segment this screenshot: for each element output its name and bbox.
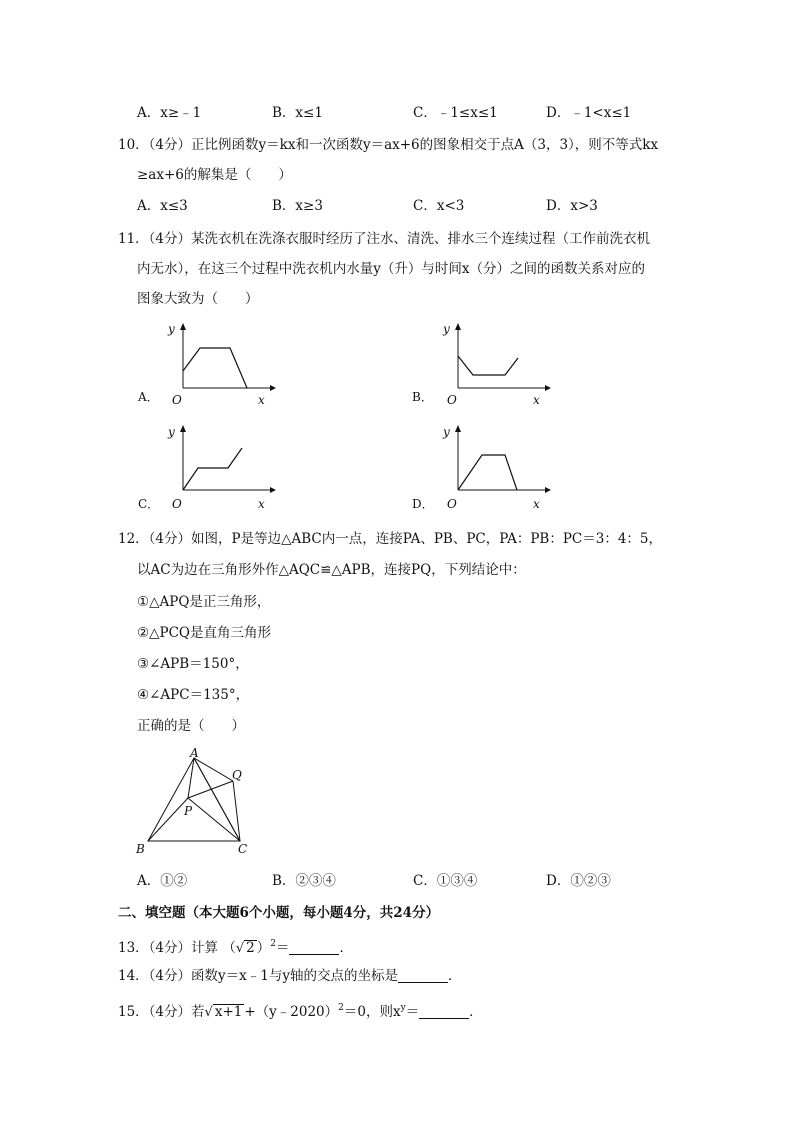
svg-text:O: O — [172, 497, 182, 511]
q11-graph-a-ylabel: y — [168, 322, 175, 336]
q13: 13．（4分）计算 （√ 2 ）$^2$＝ ． — [118, 939, 353, 956]
svg-text:y: y — [443, 322, 450, 336]
q12-label-b: B — [136, 842, 145, 856]
q10-line1: 10．（4分）正比例函数y＝kx和一次函数y＝ax+6的图象相交于点A（3，3），则不等式kx — [118, 137, 659, 153]
q13-answer-blank — [289, 940, 339, 955]
q10-option-a: A．x≤3 — [137, 198, 188, 214]
q15: 15．（4分）若√ x+1 +（y﹣2020）$^2$＝0，则$x^y=$ ． — [118, 1003, 483, 1020]
svg-text:C．: C． — [138, 497, 160, 511]
q10-option-c: C．x<3 — [413, 198, 465, 214]
q12-label-p: P — [184, 804, 193, 818]
q12-statement-1: ①△APQ是正三角形， — [137, 594, 271, 610]
q11-line2: 内无水），在这三个过程中洗衣机内水量y（升）与时间x（分）之间的函数关系对应的 — [137, 261, 645, 277]
q10-option-d: D．x>3 — [546, 198, 598, 214]
q9-option-c: C．﹣1≤x≤1 — [413, 105, 498, 121]
q12-line1: 12．（4分）如图，P是等边△ABC内一点，连接PA、PB、PC，PA：PB：PC＝3：4：5， — [118, 531, 663, 547]
q9-option-a: A．x≥﹣1 — [137, 105, 202, 121]
q12-line2: 以AC为边在三角形外作△AQC≌△APB，连接PQ，下列结论中： — [137, 562, 526, 578]
q12-statement-4: ④∠APC＝135°， — [137, 687, 250, 703]
q12-statement-2: ②△PCQ是直角三角形 — [137, 625, 271, 641]
svg-text:y: y — [168, 425, 175, 439]
svg-text:B．: B． — [412, 390, 433, 404]
q11-graph-c — [130, 420, 280, 515]
q11-graph-a-origin: O — [172, 393, 182, 407]
q11-graph-d — [405, 420, 555, 515]
q12-label-a: A — [190, 746, 199, 760]
q11-graph-b — [405, 318, 555, 413]
q12-option-d: D．①②③ — [546, 873, 611, 889]
q9-option-b: B．x≤1 — [272, 105, 323, 121]
q12-option-c: C．①③④ — [413, 873, 478, 889]
q10-option-b: B．x≥3 — [272, 198, 323, 214]
q14-answer-blank — [398, 968, 448, 983]
q12-label-c: C — [238, 842, 248, 856]
q15-answer-blank — [419, 1004, 469, 1019]
q12-option-a: A．①② — [137, 873, 188, 889]
q12-label-q: Q — [232, 768, 242, 782]
svg-text:O: O — [447, 497, 457, 511]
q14: 14．（4分）函数y＝x﹣1与y轴的交点的坐标是 ． — [118, 968, 462, 984]
svg-text:x: x — [533, 393, 540, 407]
svg-text:x: x — [533, 497, 540, 511]
svg-text:y: y — [443, 425, 450, 439]
q11-graph-a-letter: A． — [138, 390, 159, 404]
q12-statement-3: ③∠APB＝150°， — [137, 656, 249, 672]
svg-text:O: O — [447, 393, 457, 407]
q11-line1: 11．（4分）某洗衣机在洗涤衣服时经历了注水、清洗、排水三个连续过程（工作前洗衣机 — [118, 231, 651, 247]
q11-line3: 图象大致为（ ） — [137, 291, 259, 307]
q11-graph-a-xlabel: x — [258, 393, 265, 407]
q15-radicand: x+1 — [214, 1004, 243, 1020]
q12-option-b: B．②③④ — [272, 873, 336, 889]
section-2-heading: 二、填空题（本大题6个小题，每小题4分，共24分） — [118, 905, 440, 921]
svg-text:D．: D． — [412, 497, 434, 511]
svg-text:x: x — [258, 497, 265, 511]
q13-radicand: 2 — [246, 940, 255, 956]
q10-line2: ≥ax+6的解集是（ ） — [137, 167, 292, 183]
q12-figure — [130, 745, 260, 860]
q9-option-d: D．﹣1<x≤1 — [546, 105, 632, 121]
q12-prompt: 正确的是（ ） — [137, 718, 245, 734]
q11-graph-a — [130, 318, 280, 413]
